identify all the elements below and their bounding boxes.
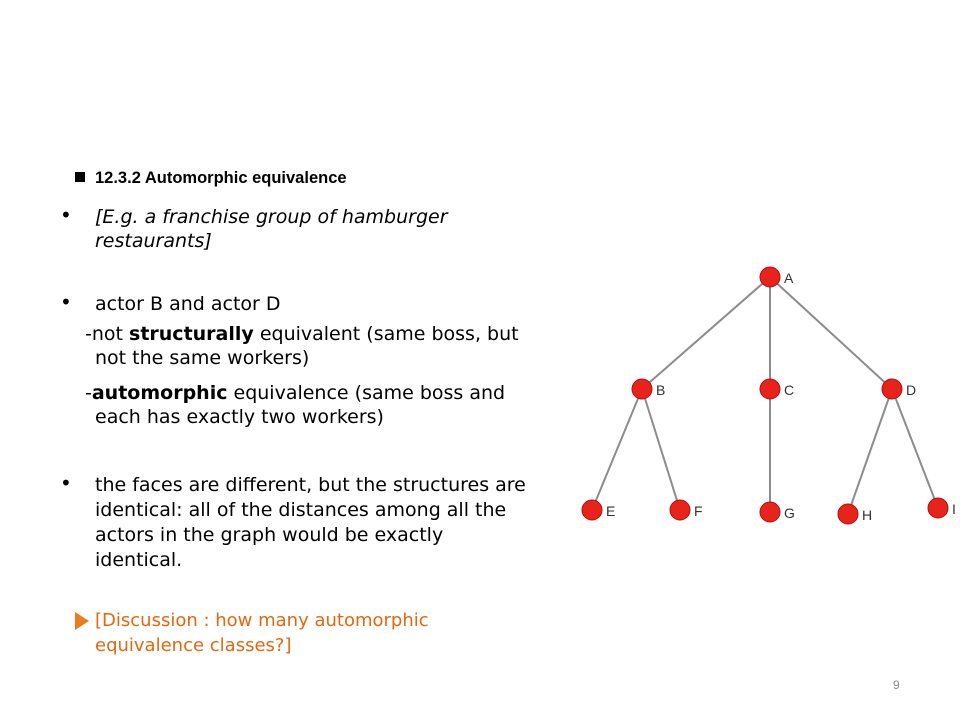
bullet-2-line-1: actor B and actor D bbox=[95, 293, 281, 315]
sub-1-prefix: -not bbox=[85, 323, 130, 345]
node-label-c: C bbox=[784, 382, 795, 398]
edge-B-F bbox=[642, 389, 680, 510]
node-d bbox=[882, 379, 902, 399]
bullet-2-sub-1-continued: not the same workers) bbox=[95, 347, 310, 369]
bullet-2-sub-2 bbox=[85, 382, 505, 404]
node-c bbox=[760, 379, 780, 399]
bullet-dot-icon: • bbox=[60, 203, 72, 227]
edge-D-H bbox=[848, 389, 892, 514]
bullet-1-line-2: restaurants] bbox=[95, 230, 212, 252]
edge-A-D bbox=[770, 277, 892, 389]
node-b bbox=[632, 379, 652, 399]
node-label-a: A bbox=[784, 270, 794, 286]
arrow-bullet-icon bbox=[75, 612, 89, 630]
bullet-2-sub-1 bbox=[85, 323, 519, 345]
bullet-2-sub-2-continued: each has exactly two workers) bbox=[95, 406, 384, 428]
edge-B-E bbox=[592, 389, 642, 510]
node-h bbox=[838, 504, 858, 524]
node-label-e: E bbox=[606, 503, 616, 519]
discussion-line-2: equivalence classes?] bbox=[95, 635, 292, 656]
node-label-f: F bbox=[694, 503, 703, 519]
node-e bbox=[582, 500, 602, 520]
hierarchy-graph bbox=[560, 250, 960, 540]
edge-A-B bbox=[642, 277, 770, 389]
node-a bbox=[760, 267, 780, 287]
node-f bbox=[670, 500, 690, 520]
discussion-line-1: [Discussion : how many automorphic bbox=[95, 610, 429, 631]
bullet-3-line-1: the faces are different, but the structures are bbox=[95, 474, 526, 496]
node-label-g: G bbox=[784, 505, 795, 521]
sub-1-bold-term: structurally bbox=[129, 323, 254, 345]
node-g bbox=[760, 502, 780, 522]
edge-D-I bbox=[892, 389, 938, 508]
square-bullet-icon bbox=[75, 172, 85, 182]
node-label-d: D bbox=[906, 382, 917, 398]
node-label-h: H bbox=[862, 507, 873, 523]
bullet-3-line-2: identical: all of the distances among all the bbox=[95, 499, 507, 521]
sub-2-prefix: - bbox=[85, 382, 92, 404]
bullet-dot-icon: • bbox=[60, 471, 72, 495]
section-heading: 12.3.2 Automorphic equivalence bbox=[95, 169, 347, 187]
bullet-3-line-3: actors in the graph would be exactly bbox=[95, 524, 444, 546]
bullet-3-line-4: identical. bbox=[95, 549, 183, 571]
sub-2-suffix: equivalence (same boss and bbox=[227, 382, 506, 404]
bullet-dot-icon: • bbox=[60, 290, 72, 314]
page-number: 9 bbox=[893, 678, 900, 692]
bullet-1-line-1: [E.g. a franchise group of hamburger bbox=[95, 206, 448, 228]
node-i bbox=[928, 498, 948, 518]
node-label-b: B bbox=[656, 382, 666, 398]
sub-1-suffix: equivalent (same boss, but bbox=[253, 323, 519, 345]
sub-2-bold-term: automorphic bbox=[91, 382, 228, 404]
node-label-i: I bbox=[952, 501, 956, 517]
graph-nodes bbox=[582, 267, 956, 524]
